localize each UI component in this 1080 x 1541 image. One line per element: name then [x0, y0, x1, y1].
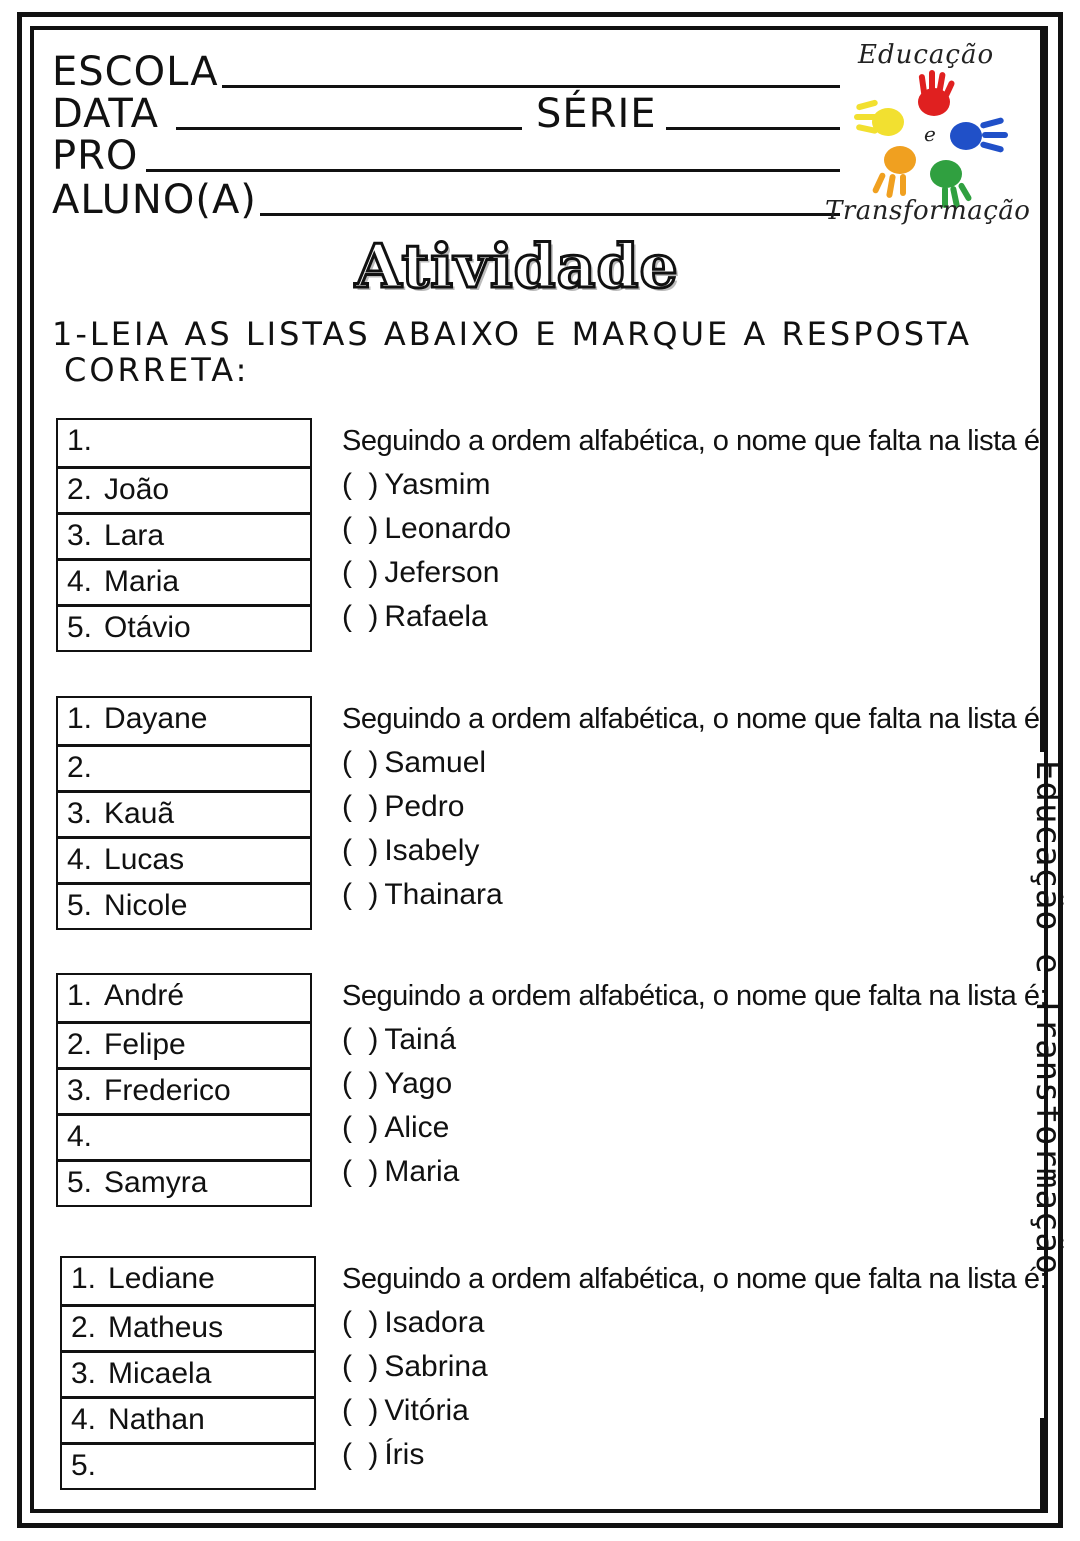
list-item: 4. Lucas	[58, 836, 310, 882]
orange-hand-icon	[872, 146, 916, 198]
logo-text-bottom: Transformação	[825, 196, 1031, 226]
list-item: 1. André	[67, 979, 185, 1012]
pro-field[interactable]	[146, 169, 840, 172]
list-item: 3. Frederico	[58, 1067, 310, 1113]
list-item: 1.	[67, 424, 93, 457]
name-list-3	[56, 973, 312, 1207]
aluno-field[interactable]	[260, 213, 840, 216]
escola-field[interactable]	[222, 85, 840, 88]
aluno-label: ALUNO(A)	[52, 177, 257, 223]
red-hand-icon	[918, 70, 956, 116]
question-prompt: Seguindo a ordem alfabética, o nome que falta na lista é:	[342, 980, 1048, 1012]
list-item: 1. Lediane	[71, 1262, 215, 1295]
side-divider-top	[1040, 30, 1045, 752]
list-item: 1. Dayane	[67, 702, 208, 735]
side-watermark-text: Educação e Transformação	[1028, 760, 1068, 1276]
answer-option[interactable]: ( )Rafaela	[342, 600, 488, 633]
answer-option[interactable]: ( )Pedro	[342, 790, 465, 823]
list-item: 3. Micaela	[62, 1350, 314, 1396]
data-label: DATA	[52, 91, 160, 137]
answer-option[interactable]: ( )Sabrina	[342, 1350, 488, 1383]
pro-label: PRO	[52, 133, 139, 179]
answer-option[interactable]: ( )Yago	[342, 1067, 453, 1100]
yellow-hand-icon	[854, 99, 904, 136]
list-item: 3. Lara	[58, 512, 310, 558]
blue-hand-icon	[950, 117, 1008, 153]
name-list-1	[56, 418, 312, 652]
data-field[interactable]	[176, 127, 522, 130]
answer-option[interactable]: ( )Thainara	[342, 878, 503, 911]
list-item: 2. João	[58, 466, 310, 512]
list-item: 4. Maria	[58, 558, 310, 604]
name-list-4	[60, 1256, 316, 1490]
answer-option[interactable]: ( )Isadora	[342, 1306, 485, 1339]
instruction-line-2: CORRETA:	[64, 351, 250, 389]
list-item: 5. Otávio	[58, 604, 310, 650]
question-prompt: Seguindo a ordem alfabética, o nome que falta na lista é:	[342, 1263, 1048, 1295]
answer-option[interactable]: ( )Vitória	[342, 1394, 469, 1427]
list-item: 5. Samyra	[58, 1159, 310, 1205]
answer-option[interactable]: ( )Íris	[342, 1438, 425, 1471]
escola-label: ESCOLA	[52, 49, 219, 95]
answer-option[interactable]: ( )Tainá	[342, 1023, 457, 1056]
list-item: 3. Kauã	[58, 790, 310, 836]
question-prompt: Seguindo a ordem alfabética, o nome que falta na lista é:	[342, 703, 1048, 735]
question-4	[342, 1262, 1048, 1472]
question-prompt: Seguindo a ordem alfabética, o nome que falta na lista é:	[342, 425, 1048, 457]
page-title: Atividade	[355, 232, 679, 302]
question-2	[342, 702, 1048, 912]
list-item: 2. Matheus	[62, 1304, 314, 1350]
list-item: 2.	[58, 744, 310, 790]
answer-option[interactable]: ( )Alice	[342, 1111, 450, 1144]
list-item: 2. Felipe	[58, 1021, 310, 1067]
side-divider-bottom	[1040, 1418, 1045, 1513]
list-item: 4.	[58, 1113, 310, 1159]
logo-text-middle: e	[924, 122, 936, 146]
answer-option[interactable]: ( )Jeferson	[342, 556, 500, 589]
instruction	[52, 316, 1032, 388]
answer-option[interactable]: ( )Leonardo	[342, 512, 512, 545]
serie-label: SÉRIE	[536, 91, 657, 137]
serie-field[interactable]	[666, 127, 840, 130]
question-1	[342, 424, 1048, 634]
list-item: 5. Nicole	[58, 882, 310, 928]
name-list-2	[56, 696, 312, 930]
answer-option[interactable]: ( )Isabely	[342, 834, 480, 867]
instruction-line-1: 1-LEIA AS LISTAS ABAIXO E MARQUE A RESPOSTA	[52, 315, 972, 353]
list-item: 4. Nathan	[62, 1396, 314, 1442]
list-item: 5.	[62, 1442, 314, 1488]
logo-text-top: Educação	[858, 40, 995, 70]
question-3	[342, 979, 1048, 1189]
answer-option[interactable]: ( )Samuel	[342, 746, 487, 779]
answer-option[interactable]: ( )Yasmim	[342, 468, 491, 501]
answer-option[interactable]: ( )Maria	[342, 1155, 460, 1188]
